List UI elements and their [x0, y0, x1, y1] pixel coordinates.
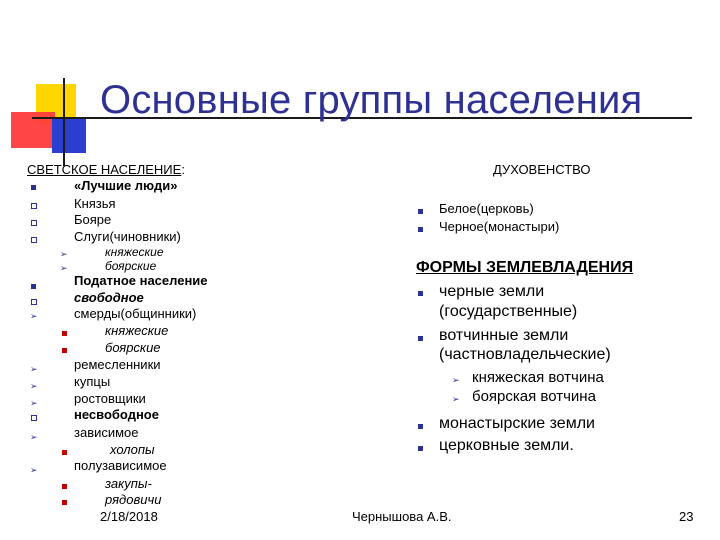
- list-item: вотчинные земли: [439, 327, 569, 344]
- list-item: Слуги(чиновники): [74, 229, 181, 244]
- slide-title: Основные группы населения: [100, 78, 643, 122]
- land-ownership-header: ФОРМЫ ЗЕМЛЕВЛАДЕНИЯ: [416, 259, 634, 276]
- red-bullet-icon: [62, 331, 67, 336]
- list-item: княжеские: [105, 323, 169, 338]
- arrow-bullet-icon: ➢: [452, 394, 460, 404]
- list-item: свободное: [74, 290, 144, 305]
- list-item: ростовщики: [74, 391, 146, 406]
- square-bullet-icon: [418, 424, 423, 429]
- red-bullet-icon: [62, 484, 67, 489]
- red-bullet-icon: [62, 450, 67, 455]
- arrow-bullet-icon: ➢: [60, 249, 68, 259]
- list-item: купцы: [74, 374, 111, 389]
- list-item: Податное население: [74, 273, 208, 288]
- list-item: Князья: [74, 196, 116, 211]
- arrow-bullet-icon: ➢: [30, 381, 38, 391]
- box-bullet-icon: [31, 299, 37, 305]
- list-item: боярская вотчина: [472, 388, 596, 405]
- logo-blue-square: [52, 117, 86, 153]
- list-item: боярские: [105, 259, 157, 273]
- list-item: Бояре: [74, 212, 112, 227]
- list-item: (государственные): [439, 303, 578, 320]
- box-bullet-icon: [31, 220, 37, 226]
- arrow-bullet-icon: ➢: [30, 432, 38, 442]
- red-bullet-icon: [62, 500, 67, 505]
- footer-author: Чернышова А.В.: [352, 509, 452, 524]
- list-item: боярские: [105, 340, 161, 355]
- footer-date: 2/18/2018: [100, 509, 158, 524]
- page-number: 23: [679, 509, 694, 524]
- arrow-bullet-icon: ➢: [30, 465, 38, 475]
- square-bullet-icon: [31, 185, 36, 190]
- square-bullet-icon: [31, 284, 36, 289]
- arrow-bullet-icon: ➢: [30, 398, 38, 408]
- list-item: полузависимое: [74, 458, 167, 473]
- box-bullet-icon: [31, 203, 37, 209]
- secular-header: СВЕТСКОЕ НАСЕЛЕНИЕ:: [27, 162, 185, 177]
- square-bullet-icon: [418, 446, 423, 451]
- arrow-bullet-icon: ➢: [452, 375, 460, 385]
- list-item: рядовичи: [105, 492, 162, 507]
- list-item: (частновладельческие): [439, 346, 611, 363]
- square-bullet-icon: [418, 291, 423, 296]
- list-item: закупы-: [105, 476, 152, 491]
- list-item: княжеская вотчина: [472, 369, 604, 386]
- list-item: холопы: [110, 442, 155, 457]
- list-item: монастырские земли: [439, 415, 595, 432]
- logo-vertical-line: [63, 78, 65, 166]
- list-item: зависимое: [74, 425, 139, 440]
- box-bullet-icon: [31, 237, 37, 243]
- list-item: смерды(общинники): [74, 306, 197, 321]
- list-item: ремесленники: [74, 357, 161, 372]
- red-bullet-icon: [62, 348, 67, 353]
- arrow-bullet-icon: ➢: [30, 364, 38, 374]
- list-item: церковные земли.: [439, 437, 574, 454]
- list-item: Белое(церковь): [439, 201, 534, 216]
- list-item: несвободное: [74, 407, 159, 422]
- square-bullet-icon: [418, 336, 423, 341]
- list-item: черные земли: [439, 283, 545, 300]
- list-item: княжеские: [105, 245, 164, 259]
- list-item: Черное(монастыри): [439, 219, 560, 234]
- arrow-bullet-icon: ➢: [60, 263, 68, 273]
- box-bullet-icon: [31, 415, 37, 421]
- list-item: «Лучшие люди»: [74, 178, 178, 193]
- square-bullet-icon: [418, 209, 423, 214]
- arrow-bullet-icon: ➢: [30, 311, 38, 321]
- clergy-header: ДУХОВЕНСТВО: [493, 162, 591, 177]
- square-bullet-icon: [418, 227, 423, 232]
